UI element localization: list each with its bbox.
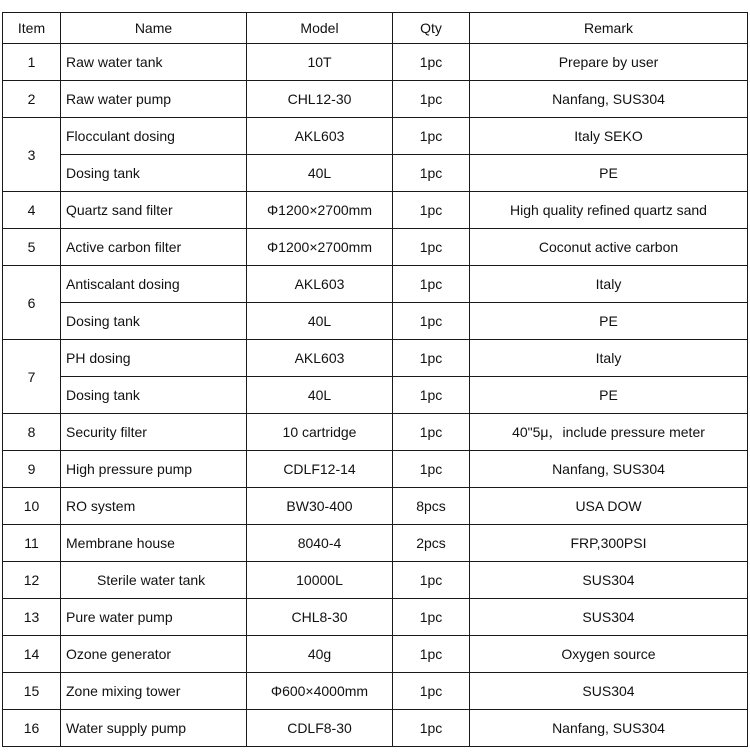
- table-row: [3, 673, 748, 710]
- cell-remark: SUS304: [470, 673, 748, 710]
- table-row: [3, 81, 748, 118]
- cell-remark: Nanfang, SUS304: [470, 81, 748, 118]
- table-row: [3, 525, 748, 562]
- cell-remark: PE: [470, 303, 748, 340]
- cell-remark: PE: [470, 155, 748, 192]
- cell-remark: PE: [470, 377, 748, 414]
- cell-name: RO system: [61, 488, 247, 525]
- cell-model: CHL8-30: [247, 599, 393, 636]
- cell-qty: 1pc: [393, 562, 470, 599]
- cell-qty: 1pc: [393, 710, 470, 747]
- header-item: Item: [3, 13, 61, 44]
- cell-remark: SUS304: [470, 599, 748, 636]
- cell-qty: 8pcs: [393, 488, 470, 525]
- table-row: [3, 266, 748, 303]
- cell-name: Dosing tank: [61, 377, 247, 414]
- cell-model: Φ600×4000mm: [247, 673, 393, 710]
- cell-remark: Italy: [470, 340, 748, 377]
- cell-item: 8: [3, 414, 61, 451]
- cell-remark: USA DOW: [470, 488, 748, 525]
- cell-qty: 1pc: [393, 414, 470, 451]
- cell-qty: 1pc: [393, 266, 470, 303]
- cell-model: AKL603: [247, 266, 393, 303]
- cell-model: 40L: [247, 303, 393, 340]
- cell-item: 12: [3, 562, 61, 599]
- cell-model: 10 cartridge: [247, 414, 393, 451]
- header-remark: Remark: [470, 13, 748, 44]
- table-row: [3, 340, 748, 377]
- cell-remark: FRP,300PSI: [470, 525, 748, 562]
- cell-item: 3: [3, 118, 61, 192]
- table-row: [3, 710, 748, 747]
- cell-item: 14: [3, 636, 61, 673]
- table-row: [3, 636, 748, 673]
- cell-remark: 40"5μ，include pressure meter: [470, 414, 748, 451]
- table-row: [3, 562, 748, 599]
- cell-model: AKL603: [247, 118, 393, 155]
- cell-name: Quartz sand filter: [61, 192, 247, 229]
- cell-model: Φ1200×2700mm: [247, 192, 393, 229]
- header-row: [3, 13, 748, 44]
- cell-item: 13: [3, 599, 61, 636]
- cell-qty: 1pc: [393, 599, 470, 636]
- table-row: [3, 118, 748, 155]
- cell-item: 2: [3, 81, 61, 118]
- cell-qty: 1pc: [393, 303, 470, 340]
- cell-name: Raw water pump: [61, 81, 247, 118]
- table-row: [3, 192, 748, 229]
- cell-qty: 1pc: [393, 192, 470, 229]
- cell-remark: Oxygen source: [470, 636, 748, 673]
- cell-qty: 1pc: [393, 340, 470, 377]
- cell-name: Zone mixing tower: [61, 673, 247, 710]
- table-row: [3, 414, 748, 451]
- cell-name: High pressure pump: [61, 451, 247, 488]
- cell-qty: 1pc: [393, 636, 470, 673]
- cell-remark: Italy: [470, 266, 748, 303]
- cell-model: AKL603: [247, 340, 393, 377]
- cell-item: 10: [3, 488, 61, 525]
- cell-name: Active carbon filter: [61, 229, 247, 266]
- table-row: [3, 155, 748, 192]
- cell-name: Dosing tank: [61, 155, 247, 192]
- cell-qty: 1pc: [393, 44, 470, 81]
- equipment-table: [2, 12, 748, 747]
- cell-remark: Italy SEKO: [470, 118, 748, 155]
- table-row: [3, 451, 748, 488]
- cell-item: 16: [3, 710, 61, 747]
- header-model: Model: [247, 13, 393, 44]
- cell-item: 7: [3, 340, 61, 414]
- cell-item: 4: [3, 192, 61, 229]
- table-row: [3, 377, 748, 414]
- cell-model: BW30-400: [247, 488, 393, 525]
- header-name: Name: [61, 13, 247, 44]
- cell-qty: 1pc: [393, 155, 470, 192]
- cell-qty: 1pc: [393, 377, 470, 414]
- cell-item: 15: [3, 673, 61, 710]
- cell-item: 1: [3, 44, 61, 81]
- cell-qty: 1pc: [393, 229, 470, 266]
- cell-remark: High quality refined quartz sand: [470, 192, 748, 229]
- cell-model: CHL12-30: [247, 81, 393, 118]
- cell-item: 11: [3, 525, 61, 562]
- cell-remark: Nanfang, SUS304: [470, 710, 748, 747]
- cell-qty: 1pc: [393, 673, 470, 710]
- cell-model: 40L: [247, 377, 393, 414]
- cell-name: Antiscalant dosing: [61, 266, 247, 303]
- cell-qty: 1pc: [393, 118, 470, 155]
- cell-name: Raw water tank: [61, 44, 247, 81]
- header-qty: Qty: [393, 13, 470, 44]
- cell-remark: Nanfang, SUS304: [470, 451, 748, 488]
- table-row: [3, 488, 748, 525]
- cell-name: Ozone generator: [61, 636, 247, 673]
- table-row: [3, 303, 748, 340]
- cell-model: 40g: [247, 636, 393, 673]
- cell-remark: Prepare by user: [470, 44, 748, 81]
- cell-name: Membrane house: [61, 525, 247, 562]
- table-row: [3, 229, 748, 266]
- cell-model: 10T: [247, 44, 393, 81]
- cell-name: Sterile water tank: [61, 562, 247, 599]
- table-row: [3, 44, 748, 81]
- cell-qty: 2pcs: [393, 525, 470, 562]
- table-row: [3, 599, 748, 636]
- cell-item: 6: [3, 266, 61, 340]
- cell-name: Dosing tank: [61, 303, 247, 340]
- cell-item: 9: [3, 451, 61, 488]
- cell-remark: Coconut active carbon: [470, 229, 748, 266]
- cell-model: 8040-4: [247, 525, 393, 562]
- cell-name: Flocculant dosing: [61, 118, 247, 155]
- cell-model: 40L: [247, 155, 393, 192]
- cell-qty: 1pc: [393, 81, 470, 118]
- table-body: [3, 44, 748, 747]
- cell-name: Water supply pump: [61, 710, 247, 747]
- cell-item: 5: [3, 229, 61, 266]
- cell-name: Pure water pump: [61, 599, 247, 636]
- cell-model: CDLF8-30: [247, 710, 393, 747]
- cell-model: 10000L: [247, 562, 393, 599]
- cell-remark: SUS304: [470, 562, 748, 599]
- cell-name: Security filter: [61, 414, 247, 451]
- cell-name: PH dosing: [61, 340, 247, 377]
- cell-qty: 1pc: [393, 451, 470, 488]
- cell-model: Φ1200×2700mm: [247, 229, 393, 266]
- cell-model: CDLF12-14: [247, 451, 393, 488]
